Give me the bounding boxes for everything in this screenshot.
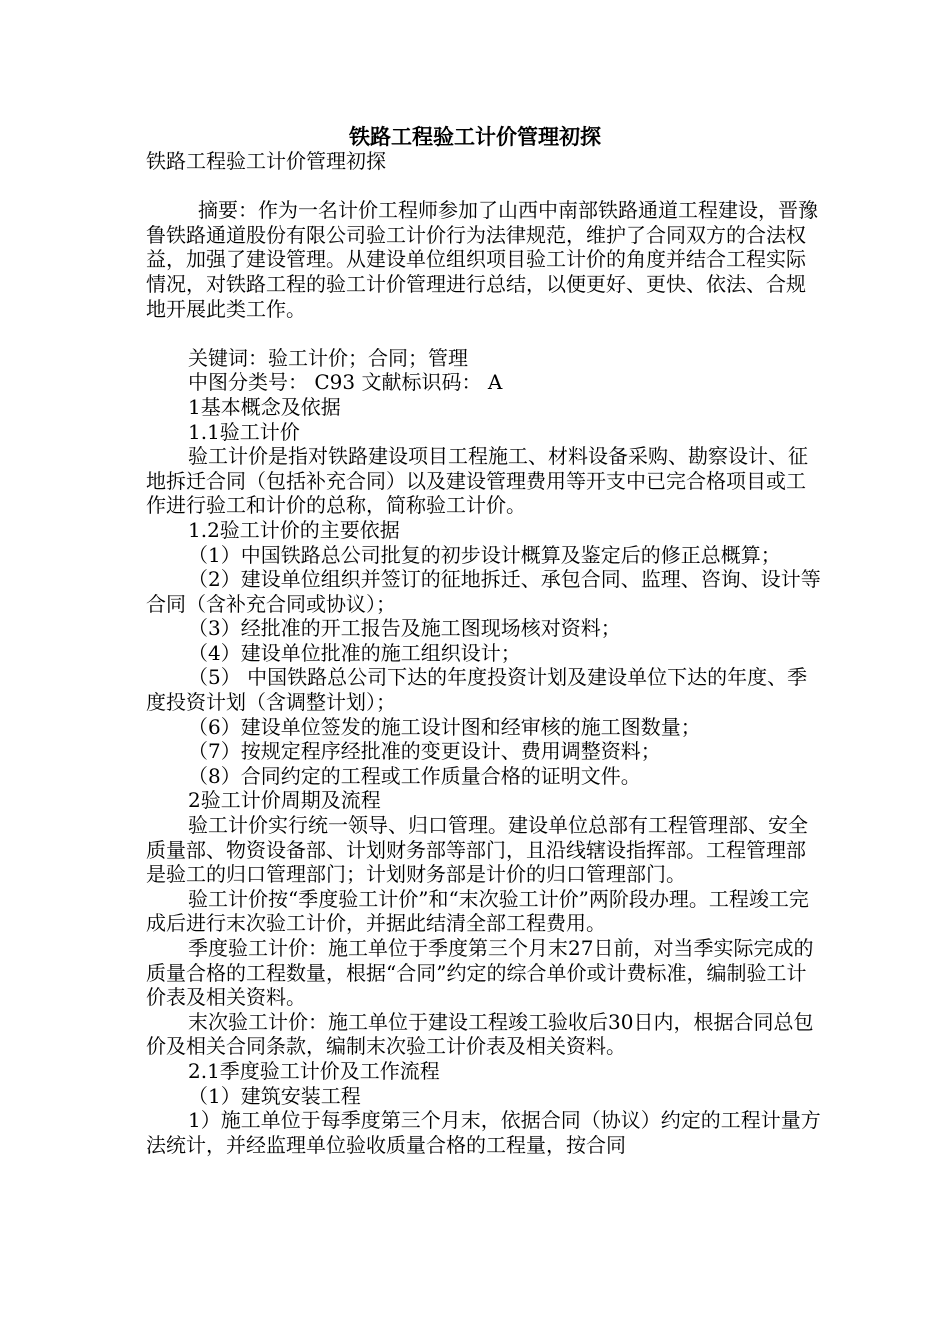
body-paragraph: 季度验工计价：施工单位于季度第三个月末27日前，对当季实际完成的质量合格的工程数量，根据“合同”约定的综合单价或计费标准，编制验工计价表及相关资料。 <box>146 936 814 1010</box>
document-title: 铁路工程验工计价管理初探 <box>349 124 601 149</box>
subsection-heading: 1.2验工计价的主要依据 <box>188 517 400 542</box>
document-subtitle: 铁路工程验工计价管理初探 <box>146 149 386 173</box>
list-item: （4）建设单位批准的施工组织设计； <box>188 640 521 665</box>
document-body <box>146 149 821 1157</box>
section-heading: 1基本概念及依据 <box>188 394 341 419</box>
list-item: （3）经批准的开工报告及施工图现场核对资料； <box>188 616 621 641</box>
body-paragraph: 验工计价是指对铁路建设项目工程施工、材料设备采购、勘察设计、征地拆迁合同（包括补充合同）以及建设管理费用等开支中已完合格项目或工作进行验工和计价的总称，简称验工计价。 <box>146 444 808 518</box>
list-item: （2）建设单位组织并签订的征地拆迁、承包合同、监理、咨询、设计等合同（含补充合同或协议）； <box>146 567 821 616</box>
abstract-paragraph: 摘要：作为一名计价工程师参加了山西中南部铁路通道工程建设，晋豫鲁铁路通道股份有限公司验工计价行为法律规范，维护了合同双方的合法权益，加强了建设管理。从建设单位组织项目验工计价的角度并结合工程实际情况，对铁路工程的验工计价管理进行总结，以便更好、更快、依法、合规地开展此类工作。 <box>146 198 818 321</box>
body-paragraph: 验工计价实行统一领导、归口管理。建设单位总部有工程管理部、安全质量部、物资设备部、计划财务部等部门，且沿线辖设指挥部。工程管理部是验工的归口管理部门；计划财务部是计价的归口管理部门。 <box>146 813 808 887</box>
list-item: （5） 中国铁路总公司下达的年度投资计划及建设单位下达的年度、季度投资计划（含调整计划）； <box>146 665 808 715</box>
body-paragraph: 验工计价按“季度验工计价”和“末次验工计价”两阶段办理。工程竣工完成后进行末次验工计价，并据此结清全部工程费用。 <box>146 886 809 936</box>
subsection-heading: 2.1季度验工计价及工作流程 <box>188 1058 440 1083</box>
list-item: （7）按规定程序经批准的变更设计、费用调整资料； <box>188 739 661 764</box>
section-heading: 2验工计价周期及流程 <box>188 788 381 813</box>
list-item: （6）建设单位签发的施工设计图和经审核的施工图数量； <box>188 714 701 739</box>
body-paragraph: 末次验工计价：施工单位于建设工程竣工验收后30日内，根据合同总包价及相关合同条款，编制末次验工计价表及相关资料。 <box>146 1009 814 1059</box>
blank-line <box>146 321 821 346</box>
classification-line: 中图分类号： C93 文献标识码： A <box>188 370 503 395</box>
body-paragraph: 1）施工单位于每季度第三个月末，依据合同（协议）约定的工程计量方法统计，并经监理单位验收质量合格的工程量，按合同 <box>146 1108 821 1157</box>
list-item: （1）中国铁路总公司批复的初步设计概算及鉴定后的修正总概算； <box>188 542 781 567</box>
list-item: （8）合同约定的工程或工作质量合格的证明文件。 <box>188 763 641 788</box>
subsection-heading: 1.1验工计价 <box>188 419 300 444</box>
keywords-line: 关键词：验工计价；合同；管理 <box>188 345 468 370</box>
list-item: （1）建筑安装工程 <box>188 1083 361 1108</box>
blank-line <box>146 174 821 199</box>
